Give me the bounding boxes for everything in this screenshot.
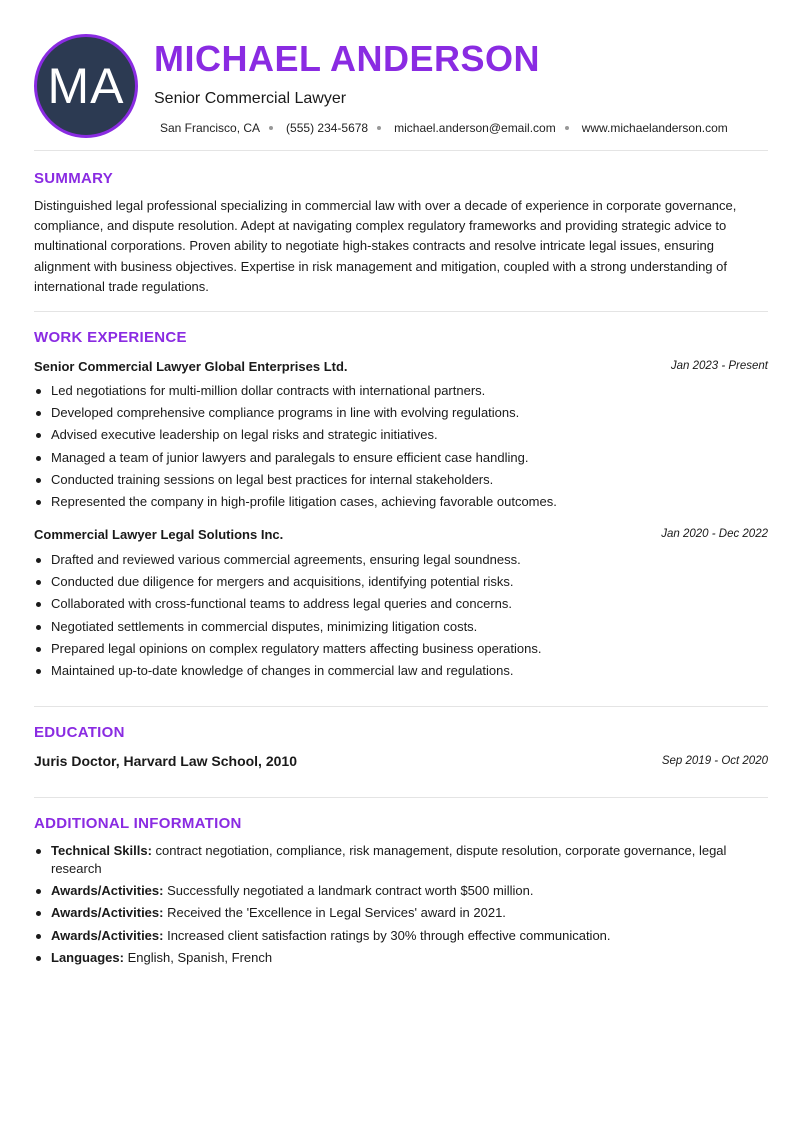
avatar [34, 34, 138, 138]
item-text: Successfully negotiated a landmark contract worth $500 million. [163, 883, 534, 899]
separator-dot-icon [377, 126, 381, 130]
job-dates: Jan 2023 - Present [670, 360, 768, 372]
item-label: Awards/Activities: [51, 883, 164, 899]
list-item: Collaborated with cross-functional teams to address legal queries and concerns. [34, 593, 768, 615]
job-bullets [34, 549, 768, 682]
education-entry [34, 753, 768, 773]
item-label: Technical Skills: [51, 843, 152, 858]
contact-location: San Francisco, CA [160, 121, 261, 135]
list-item: Prepared legal opinions on complex regulatory matters affecting business operations. [34, 638, 768, 660]
languages-text: English, Spanish, French [123, 949, 273, 965]
list-item: Maintained up-to-date knowledge of changes in commercial law and regulations. [34, 660, 768, 682]
item-label: Awards/Activities: [51, 905, 164, 921]
additional-heading: ADDITIONAL INFORMATION [34, 815, 242, 832]
list-item [34, 882, 768, 900]
section-divider [34, 706, 768, 707]
summary-heading: SUMMARY [34, 170, 114, 187]
job-header [34, 527, 768, 545]
contact-line [160, 121, 728, 135]
job-dates: Jan 2020 - Dec 2022 [661, 528, 768, 540]
list-item [34, 927, 768, 945]
education-dates: Sep 2019 - Oct 2020 [661, 755, 768, 767]
summary-text: Distinguished legal professional specializing in commercial law with over a decade of experience in corporate governance, compliance, and dispute resolution. Adept at navigating complex regulatory frameworks and providing strategic advice to multinational corporations. Proven ability to negotiate high-stakes contracts and resolve intricate legal issues, ensuring alignment with business objectives. Expertise in risk management and mitigation, coupled with a strong understanding of international trade regulations. [34, 198, 737, 294]
languages-label: Languages: [51, 949, 124, 965]
list-item: Negotiated settlements in commercial disputes, minimizing litigation costs. [34, 616, 768, 638]
section-divider [34, 150, 768, 151]
list-item: Represented the company in high-profile litigation cases, achieving favorable outcomes. [34, 491, 768, 513]
list-item: Managed a team of junior lawyers and paralegals to ensure efficient case handling. [34, 447, 768, 469]
item-text: Received the 'Excellence in Legal Services' award in 2021. [163, 905, 506, 921]
section-divider [34, 311, 768, 312]
list-item [34, 904, 768, 922]
contact-website[interactable]: www.michaelanderson.com [581, 121, 728, 135]
item-text: contract negotiation, compliance, risk management, dispute resolution, corporate governance, legal research [51, 843, 727, 876]
list-item [34, 949, 768, 967]
item-text: Increased client satisfaction ratings by 30% through effective communication. [163, 927, 611, 943]
candidate-name: MICHAEL ANDERSON [154, 38, 541, 79]
resume-header [34, 34, 768, 138]
list-item [34, 842, 768, 878]
separator-dot-icon [565, 126, 569, 130]
contact-phone: (555) 234-5678 [286, 121, 369, 135]
contact-email[interactable]: michael.anderson@email.com [394, 121, 556, 135]
job-header [34, 359, 768, 377]
list-item: Advised executive leadership on legal risks and strategic initiatives. [34, 424, 768, 446]
avatar-initials: MA [47, 58, 125, 114]
list-item: Led negotiations for multi-million dollar contracts with international partners. [34, 380, 768, 402]
job-role: Senior Commercial Lawyer Global Enterprises Ltd. [34, 359, 348, 374]
item-label: Awards/Activities: [51, 927, 164, 943]
section-divider [34, 797, 768, 798]
education-degree: Juris Doctor, Harvard Law School, 2010 [34, 753, 297, 769]
list-item: Developed comprehensive compliance programs in line with evolving regulations. [34, 402, 768, 424]
experience-heading: WORK EXPERIENCE [34, 329, 187, 346]
list-item: Drafted and reviewed various commercial agreements, ensuring legal soundness. [34, 549, 768, 571]
job-bullets [34, 380, 768, 513]
separator-dot-icon [269, 126, 273, 130]
list-item: Conducted due diligence for mergers and acquisitions, identifying potential risks. [34, 571, 768, 593]
job-role: Commercial Lawyer Legal Solutions Inc. [34, 527, 284, 542]
additional-list [34, 842, 768, 971]
education-heading: EDUCATION [34, 724, 125, 741]
candidate-title: Senior Commercial Lawyer [154, 90, 347, 107]
list-item: Conducted training sessions on legal best practices for internal stakeholders. [34, 469, 768, 491]
